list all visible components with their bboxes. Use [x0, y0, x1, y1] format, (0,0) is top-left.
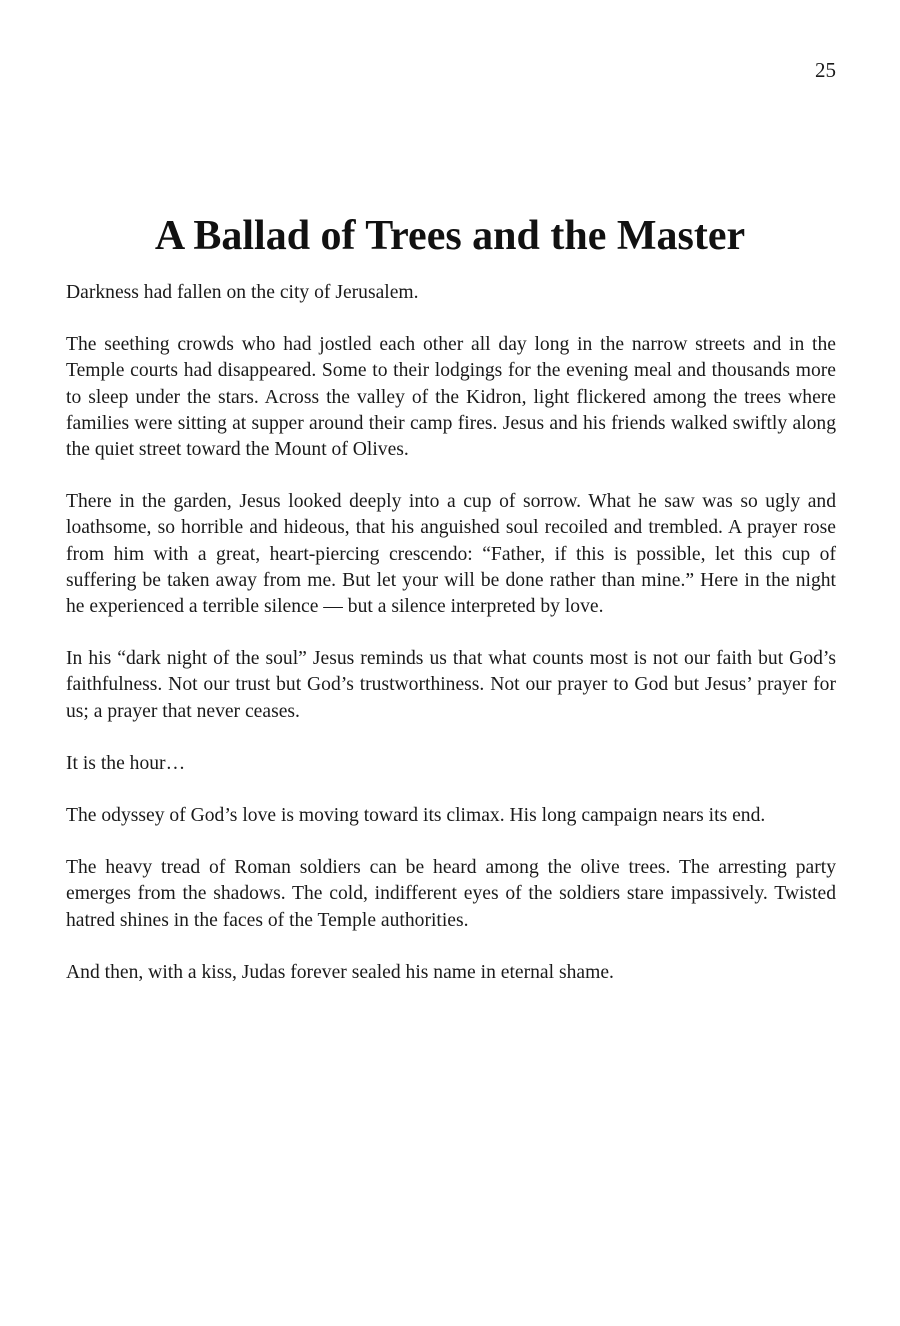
paragraph: The odyssey of God’s love is moving toward its climax. His long campaign nears its end.	[66, 805, 766, 827]
paragraph: Darkness had fallen on the city of Jerusalem.	[66, 282, 419, 303]
paragraph: There in the garden, Jesus looked deeply into a cup of sorrow. What he saw was so ugly and loathsome, so horrible and hideous, that his anguished soul recoiled and trembled. A prayer rose from him with a great, heart-piercing crescendo: “Father, if this is possible, let this cup of suffering be taken away from me. But let your will be done rather than mine.” Here in the night he experienced a terrible silence — but a silence interpreted by love.	[66, 491, 836, 618]
paragraph: In his “dark night of the soul” Jesus reminds us that what counts most is not our faith but God’s faithfulness. Not our trust but God’s trustworthiness. Not our prayer to God but Jesus’ prayer for us; a prayer that never ceases.	[66, 648, 836, 722]
paragraph: And then, with a kiss, Judas forever sealed his name in eternal shame.	[66, 961, 614, 983]
chapter-title: A Ballad of Trees and the Master	[154, 213, 746, 259]
paragraph: It is the hour…	[66, 752, 186, 774]
paragraph: The heavy tread of Roman soldiers can be heard among the olive trees. The arresting party emerges from the shadows. The cold, indifferent eyes of the soldiers stare impassively. Twisted hatred shines in the faces of the Temple authorities.	[66, 857, 836, 931]
body-text	[66, 280, 836, 1012]
page-number: 25	[815, 58, 836, 82]
paragraph: The seething crowds who had jostled each other all day long in the narrow streets and in the Temple courts had disappeared. Some to their lodgings for the evening meal and thousands more to sleep under the stars. Across the valley of the Kidron, light flickered among the trees where families were sitting at supper around their camp fires. Jesus and his friends walked swiftly along the quiet street toward the Mount of Olives.	[66, 334, 836, 461]
